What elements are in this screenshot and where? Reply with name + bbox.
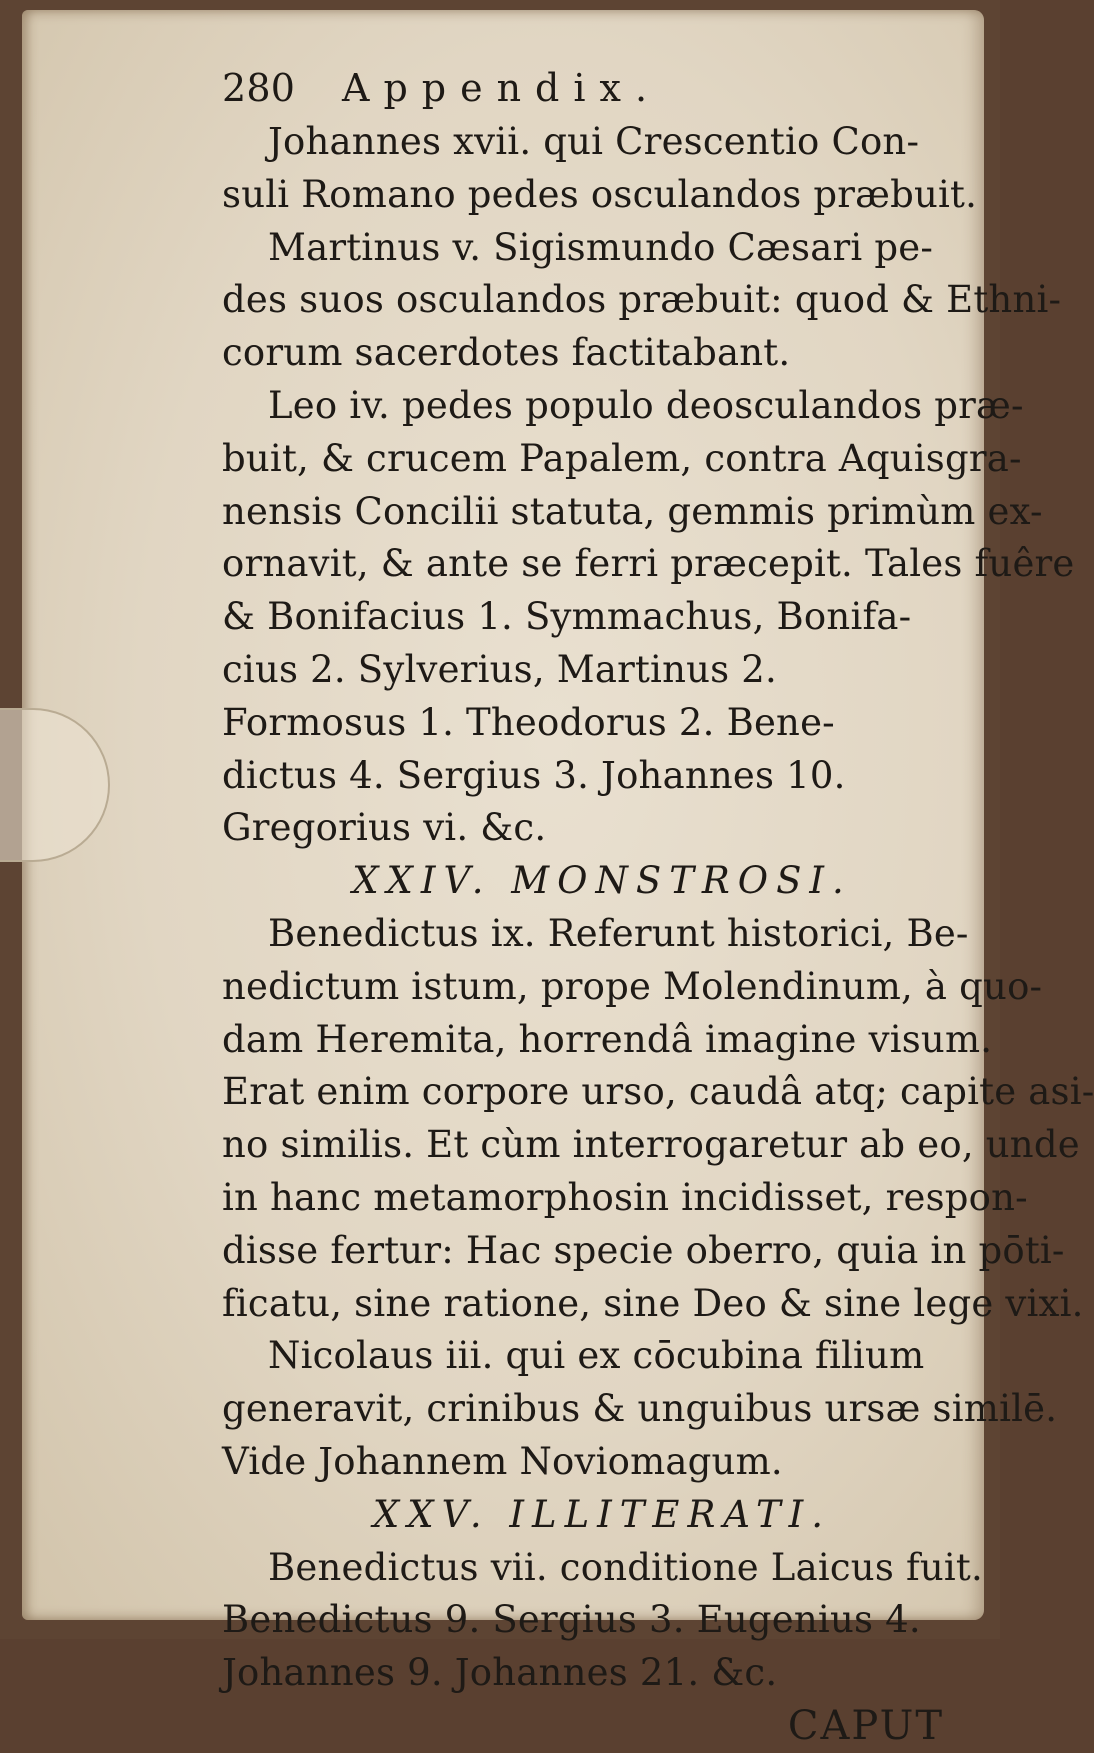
text-line: dictus 4. Sergius 3. Johannes 10. [222,753,846,797]
page-number: 280 [222,66,296,110]
text-line: nensis Concilii statuta, gemmis primùm ex- [222,489,1043,533]
text-line: corum sacerdotes factitabant. [222,331,791,375]
text-line: nedictum istum, prope Molendinum, à quo- [222,964,1043,1008]
text-line: & Bonifacius 1. Symmachus, Bonifa- [222,595,912,639]
text-line: Formosus 1. Theodorus 2. Bene- [222,700,835,744]
section-heading-monstrosi: XXIV. MONSTROSI. [352,859,852,903]
text-line: no similis. Et cùm interrogaretur ab eo, unde [222,1123,1080,1167]
text-line: in hanc metamorphosin incidisset, respon- [222,1175,1028,1219]
text-line: Vide Johannem Noviomagum. [222,1439,783,1483]
section-heading-illiterati: XXV. ILLITERATI. [372,1492,832,1536]
text-line: Leo iv. pedes populo deosculandos præ- [268,383,1024,427]
text-line: Johannes 9. Johannes 21. &c. [222,1651,778,1695]
text-line: Johannes xvii. qui Crescentio Con- [268,120,920,163]
text-line: Erat enim corpore urso, caudâ atq; capite asi- [222,1070,1094,1114]
catchword: CAPUT [787,1702,944,1749]
text-line: buit, & crucem Papalem, contra Aquisgra- [222,436,1022,480]
text-line: Benedictus vii. conditione Laicus fuit. [268,1545,983,1589]
text-line: Gregorius vi. &c. [222,806,547,850]
text-line: suli Romano pedes osculandos præbuit. [222,172,978,216]
text-line: ficatu, sine ratione, sine Deo & sine lege vixi. [222,1281,1084,1325]
text-line: des suos osculandos præbuit: quod & Ethni- [222,278,1062,322]
text-line: dam Heremita, horrendâ imagine visum. [222,1017,993,1061]
text-line: Martinus v. Sigismundo Cæsari pe- [268,225,934,269]
text-line: Nicolaus iii. qui ex cōcubina filium [268,1334,925,1378]
page-header [222,60,962,116]
text-line: generavit, crinibus & unguibus ursæ similē. [222,1387,1058,1431]
text-line: Benedictus 9. Sergius 3. Eugenius 4. [222,1598,921,1642]
text-line: Benedictus ix. Referunt historici, Be- [268,911,969,955]
text-line: ornavit, & ante se ferri præcepit. Tales fuêre [222,542,1075,586]
page-text [222,60,1094,1753]
text-line: disse fertur: Hac specie oberro, quia in pōti- [222,1228,1065,1272]
text-line: cius 2. Sylverius, Martinus 2. [222,647,777,691]
running-title: Appendix. [342,66,662,110]
